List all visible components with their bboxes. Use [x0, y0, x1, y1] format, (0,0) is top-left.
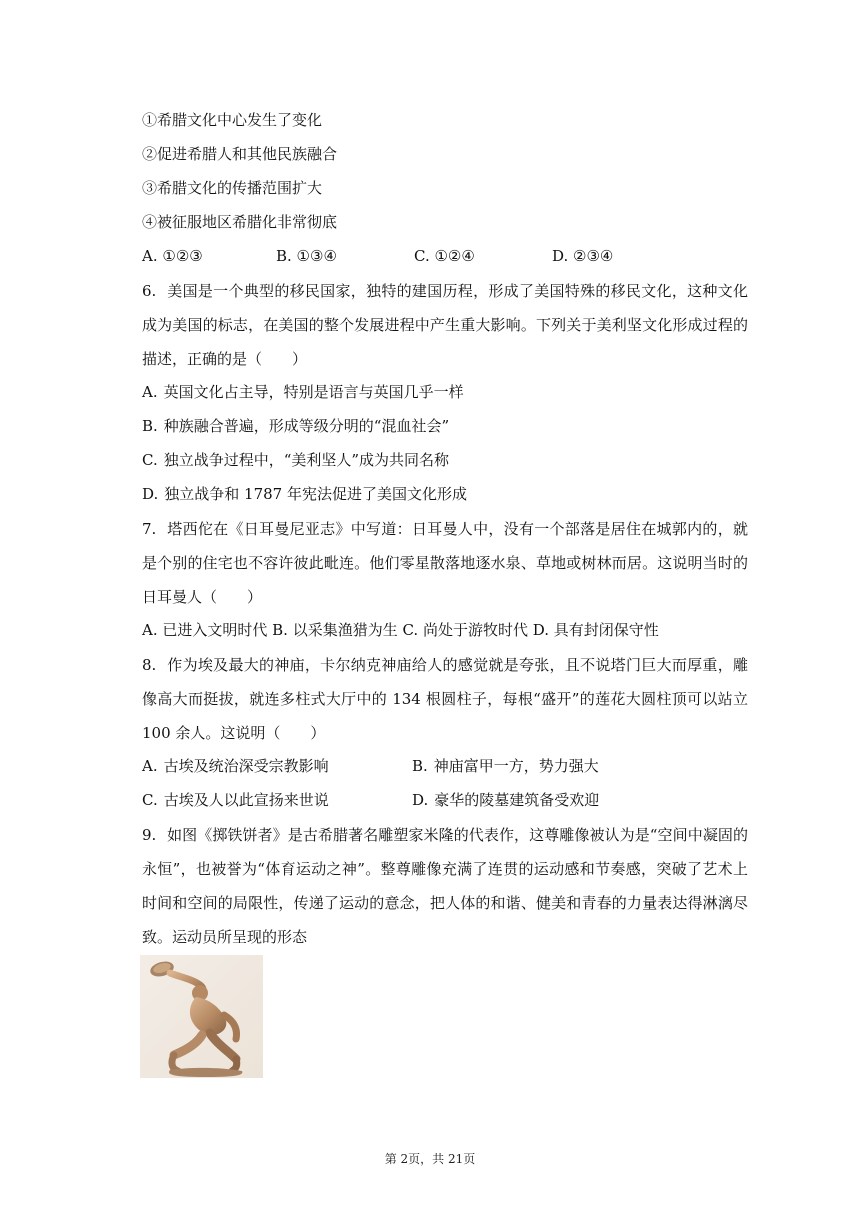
q6-option-d: D. 独立战争和 1787 年宪法促进了美国文化形成: [142, 485, 467, 503]
page-footer: 第 2页，共 21页: [384, 1152, 476, 1166]
q8-option-b: B. 神庙富甲一方，势力强大: [412, 757, 599, 775]
q9-number: 9.: [142, 826, 157, 844]
q6-stem: [142, 274, 748, 376]
q6-option-c: C. 独立战争过程中，“美利坚人”成为共同名称: [142, 451, 450, 469]
q8-text: 作为埃及最大的神庙，卡尔纳克神庙给人的感觉就是夸张，且不说塔门巨大而厚重，雕像高大而挺拔，就连多柱式大厅中的 134 根圆柱子，每根“盛开”的莲花大圆柱顶可以站立 100 余人。这说明（ ）: [142, 656, 748, 742]
statement-2: ②促进希腊人和其他民族融合: [142, 145, 338, 163]
q6-option-b: B. 种族融合普遍，形成等级分明的“混血社会”: [142, 417, 450, 435]
q5-options: [142, 245, 748, 267]
q9-stem: [142, 818, 748, 954]
q7-text: 塔西佗在《日耳曼尼亚志》中写道：日耳曼人中，没有一个部落是居住在城郭内的，就是个别的住宅也不容许彼此毗连。他们零星散落地逐水泉、草地或树林而居。这说明当时的日耳曼人（ ）: [142, 520, 748, 606]
q5-option-c: C. ①②④: [414, 247, 475, 265]
q7-options: A. 已进入文明时代 B. 以采集渔猎为生 C. 尚处于游牧时代 D. 具有封闭保守性: [142, 621, 659, 639]
q8-option-c: C. 古埃及人以此宣扬来世说: [142, 791, 329, 809]
q5-option-d: D. ②③④: [552, 247, 614, 265]
q9-text: 如图《掷铁饼者》是古希腊著名雕塑家米隆的代表作，这尊雕像被认为是“空间中凝固的永恒”，也被誉为“体育运动之神”。整尊雕像充满了连贯的运动感和节奏感，突破了艺术上时间和空间的局限性，传递了运动的意念，把人体的和谐、健美和青春的力量表达得淋漓尽致。运动员所呈现的形态: [142, 826, 748, 946]
statement-1: ①希腊文化中心发生了变化: [142, 111, 323, 129]
q8-option-a: A. 古埃及统治深受宗教影响: [142, 757, 329, 775]
discobolus-statue-image: [140, 955, 263, 1078]
q7-stem: [142, 512, 748, 614]
q6-text: 美国是一个典型的移民国家，独特的建国历程，形成了美国特殊的移民文化，这种文化成为美国的标志，在美国的整个发展进程中产生重大影响。下列关于美利坚文化形成过程的描述，正确的是（ ）: [142, 282, 748, 368]
q5-option-b: B. ①③④: [276, 247, 337, 265]
q5-option-a: A. ①②③: [142, 247, 203, 265]
statement-4: ④被征服地区希腊化非常彻底: [142, 213, 338, 231]
statement-3: ③希腊文化的传播范围扩大: [142, 179, 323, 197]
q7-number: 7.: [142, 520, 157, 538]
q6-number: 6.: [142, 282, 157, 300]
q8-option-d: D. 豪华的陵墓建筑备受欢迎: [412, 791, 600, 809]
q6-option-a: A. 英国文化占主导，特别是语言与英国几乎一样: [142, 383, 464, 401]
q8-stem: [142, 648, 748, 750]
q8-number: 8.: [142, 656, 157, 674]
